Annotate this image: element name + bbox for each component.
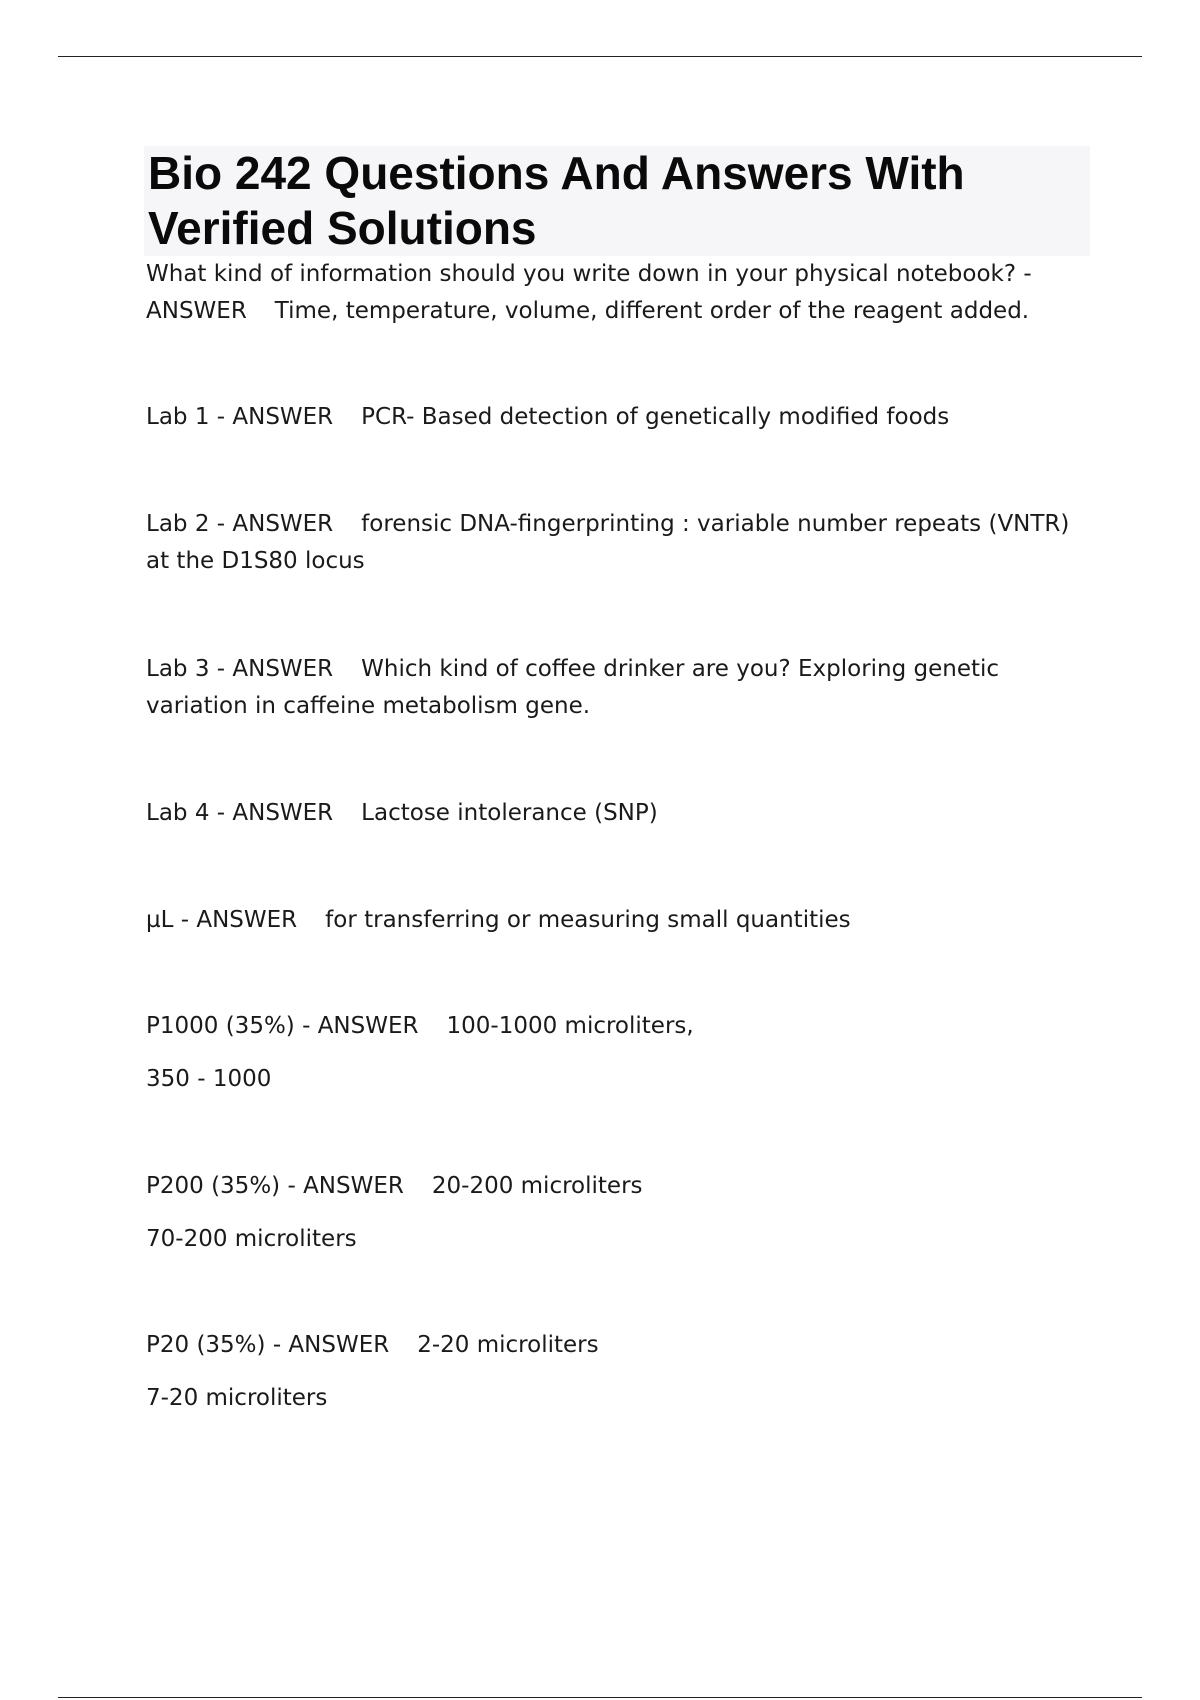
- question-text: Lab 1 - ANSWER: [146, 404, 334, 430]
- qa-entry: [146, 399, 1096, 436]
- title-block: [144, 146, 1090, 256]
- answer-extra: 350 - 1000: [146, 1066, 272, 1092]
- qa-line: [146, 902, 1096, 939]
- answer-line: [146, 293, 1096, 330]
- qa-line: [146, 1008, 1096, 1045]
- qa-entry: [146, 256, 1096, 330]
- footer-rule: [58, 1697, 1142, 1698]
- header-rule: [58, 56, 1142, 57]
- answer-extra: 70-200 microliters: [146, 1226, 357, 1252]
- qa-entry: [146, 506, 1096, 580]
- answer-text: Lactose intolerance (SNP): [361, 800, 658, 826]
- question-text: P200 (35%) - ANSWER: [146, 1173, 404, 1199]
- qa-entry: [146, 902, 1096, 939]
- answer-continuation: variation in caffeine metabolism gene.: [146, 693, 591, 719]
- qa-line: [146, 399, 1096, 436]
- document-title: Bio 242 Questions And Answers With Verified Solutions: [148, 147, 965, 254]
- answer-label: ANSWER: [146, 298, 247, 324]
- qa-line: [146, 795, 1096, 832]
- question-text: P1000 (35%) - ANSWER: [146, 1013, 419, 1039]
- answer-text: Which kind of coffee drinker are you? Exploring genetic: [361, 656, 1000, 682]
- answer-continuation: at the D1S80 locus: [146, 548, 365, 574]
- answer-extra: 7-20 microliters: [146, 1385, 328, 1411]
- qa-entry: [146, 1168, 1096, 1258]
- qa-line: [146, 506, 1096, 543]
- answer-text: 2-20 microliters: [417, 1332, 599, 1358]
- qa-line: [146, 1168, 1096, 1205]
- answer-text: Time, temperature, volume, different order of the reagent added.: [274, 298, 1030, 324]
- answer-text: 20-200 microliters: [431, 1173, 643, 1199]
- answer-text: PCR- Based detection of genetically modified foods: [361, 404, 950, 430]
- qa-entry: [146, 651, 1096, 725]
- question-text: Lab 4 - ANSWER: [146, 800, 334, 826]
- answer-text: forensic DNA-fingerprinting : variable number repeats (VNTR): [361, 511, 1070, 537]
- qa-line: [146, 651, 1096, 688]
- qa-entry: [146, 1327, 1096, 1417]
- question-text: P20 (35%) - ANSWER: [146, 1332, 390, 1358]
- answer-text: 100-1000 microliters,: [446, 1013, 694, 1039]
- question-text: µL - ANSWER: [146, 907, 298, 933]
- question-text: What kind of information should you write down in your physical notebook? -: [146, 261, 1032, 287]
- qa-line: [146, 1327, 1096, 1364]
- question-text: Lab 2 - ANSWER: [146, 511, 334, 537]
- answer-text: for transferring or measuring small quantities: [325, 907, 851, 933]
- question-text: Lab 3 - ANSWER: [146, 656, 334, 682]
- qa-entry: [146, 795, 1096, 832]
- qa-entry: [146, 1008, 1096, 1098]
